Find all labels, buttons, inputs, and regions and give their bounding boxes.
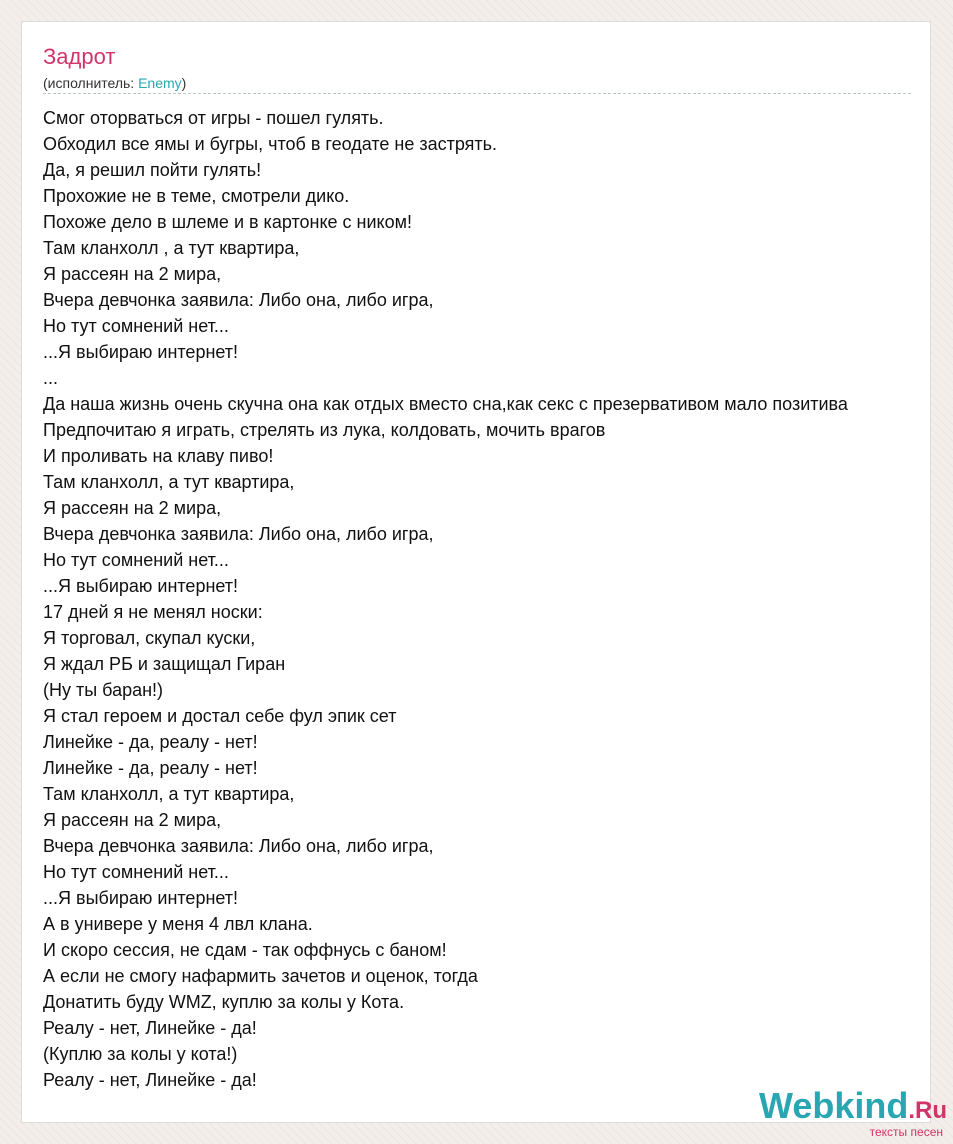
lyric-line: Вчера девчонка заявила: Либо она, либо игра, [43,290,434,310]
lyric-line: Но тут сомнений нет... [43,550,229,570]
lyric-line: ...Я выбираю интернет! [43,888,239,908]
lyric-line: Смог оторваться от игры - пошел гулять. [43,108,384,128]
lyric-line: ... [43,368,59,388]
lyric-line: Вчера девчонка заявила: Либо она, либо игра, [43,836,434,856]
performer-prefix: (исполнитель: [43,75,139,91]
logo-name: Webkind [758,1085,909,1126]
lyric-line: Там кланхолл, а тут квартира, [43,472,295,492]
lyric-line: (Куплю за колы у кота!) [43,1044,238,1064]
logo-tld: .Ru [908,1097,947,1124]
lyric-line: Реалу - нет, Линейке - да! [43,1018,257,1038]
lyric-line: Похоже дело в шлеме и в картонке с ником! [43,212,412,232]
lyric-line: Но тут сомнений нет... [43,316,229,336]
lyric-line: А если не смогу нафармить зачетов и оценок, тогда [43,966,478,986]
lyric-line: Там кланхолл, а тут квартира, [43,784,295,804]
lyric-line: Донатить буду WMZ, куплю за колы у Кота. [43,992,405,1012]
lyric-line: Линейке - да, реалу - нет! [43,732,258,752]
performer-line [43,74,186,92]
lyric-line: А в универе у меня 4 лвл клана. [43,914,313,934]
lyric-line: Да, я решил пойти гулять! [43,160,262,180]
site-logo[interactable] [759,1087,947,1138]
lyric-line: ...Я выбираю интернет! [43,576,239,596]
performer-suffix: ) [181,75,187,91]
lyric-line: Прохожие не в теме, смотрели дико. [43,186,350,206]
lyric-line: (Ну ты баран!) [43,680,164,700]
lyric-line: Я ждал РБ и защищал Гиран [43,654,286,674]
lyric-line: Да наша жизнь очень скучна она как отдых вместо сна,как секс с презервативом мало позитива [43,394,848,414]
lyric-line: Но тут сомнений нет... [43,862,229,882]
dashed-divider [43,93,911,94]
lyric-line: Реалу - нет, Линейке - да! [43,1070,257,1090]
lyric-line: Я торговал, скупал куски, [43,628,256,648]
lyric-line: И проливать на клаву пиво! [43,446,274,466]
lyric-line: Вчера девчонка заявила: Либо она, либо игра, [43,524,434,544]
lyric-line: Я рассеян на 2 мира, [43,498,222,518]
lyric-line: Я рассеян на 2 мира, [43,264,222,284]
lyrics-card [21,21,931,1123]
logo-wordmark [759,1087,947,1130]
song-title: Задрот [43,44,116,69]
lyric-line: И скоро сессия, не сдам - так оффнусь с баном! [43,940,447,960]
lyric-line: Предпочитаю я играть, стрелять из лука, колдовать, мочить врагов [43,420,606,440]
lyric-line: ...Я выбираю интернет! [43,342,239,362]
artist-link[interactable]: Enemy [138,75,182,91]
lyrics-text [43,105,848,1093]
lyric-line: Я рассеян на 2 мира, [43,810,222,830]
logo-tagline: тексты песен [869,1125,943,1139]
lyric-line: 17 дней я не менял носки: [43,602,263,622]
lyric-line: Линейке - да, реалу - нет! [43,758,258,778]
lyric-line: Я стал героем и достал себе фул эпик сет [43,706,397,726]
lyric-line: Там кланхолл , а тут квартира, [43,238,300,258]
lyric-line: Обходил все ямы и бугры, чтоб в геодате не застрять. [43,134,498,154]
